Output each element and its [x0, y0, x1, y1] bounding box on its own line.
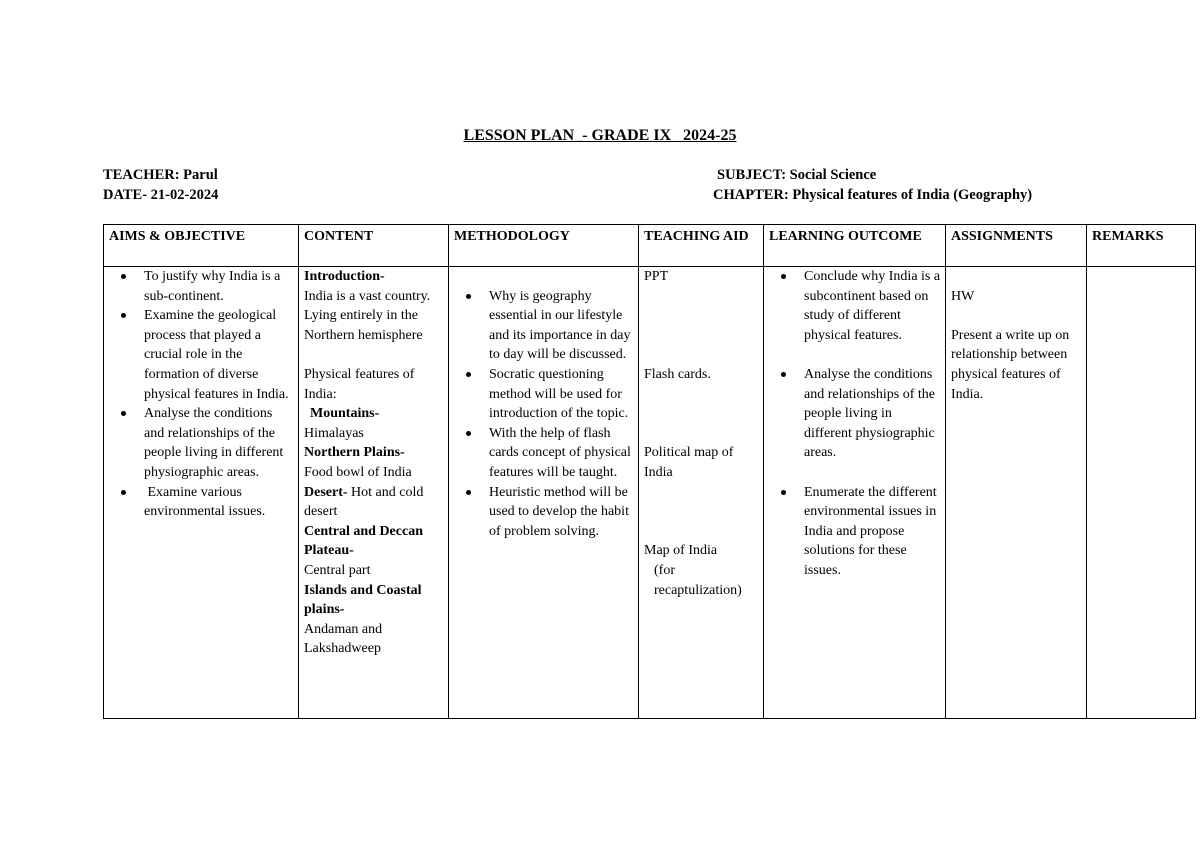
list-item: Enumerate the different environmental issues in India and propose solutions for these issues.	[804, 483, 942, 581]
intro-text: India is a vast country. Lying entirely in the Northern hemisphere	[304, 288, 431, 343]
aid-item: Flash cards.	[644, 366, 711, 382]
content-item-name: Central and Deccan Plateau-	[304, 523, 423, 559]
column-header-aims: AIMS & OBJECTIVE	[104, 225, 299, 267]
list-item: Examine various environmental issues.	[144, 483, 295, 522]
aid-item-note: (for recaptulization)	[654, 562, 742, 598]
list-item: Conclude why India is a subcontinent based on study of different physical features.	[804, 267, 942, 345]
aims-cell	[104, 267, 299, 719]
column-header-assignments: ASSIGNMENTS	[946, 225, 1087, 267]
remarks-cell	[1087, 267, 1196, 719]
aid-item: Map of India	[644, 543, 718, 559]
lesson-plan-table	[103, 224, 1196, 719]
list-item: Examine the geological process that played a crucial role in the formation of diverse physical features in India.	[144, 306, 295, 404]
content-cell	[299, 267, 449, 719]
learning-outcome-cell	[764, 267, 946, 719]
content-item-name: Northern Plains-	[304, 445, 405, 461]
table-row	[104, 267, 1196, 719]
list-item: Analyse the conditions and relationships of the people living in different physiographic areas.	[804, 365, 942, 463]
content-item-desc: Andaman and Lakshadweep	[304, 621, 383, 657]
content-item-name: Mountains-	[310, 406, 380, 422]
column-header-methodology: METHODOLOGY	[449, 225, 639, 267]
list-item: To justify why India is a sub-continent.	[144, 267, 295, 306]
column-header-remarks: REMARKS	[1087, 225, 1196, 267]
list-item: With the help of flash cards concept of physical features will be taught.	[489, 424, 635, 483]
date-field: DATE- 21-02-2024	[103, 187, 219, 203]
content-item	[304, 483, 445, 522]
column-header-content: CONTENT	[299, 225, 449, 267]
content-item-desc: Hot and cold desert	[304, 484, 427, 520]
content-item	[304, 443, 445, 463]
intro-heading: Introduction-	[304, 269, 385, 284]
page-title: LESSON PLAN_- GRADE IX 2024-25	[463, 127, 737, 144]
list-item: Socratic questioning method will be used for introduction of the topic.	[489, 365, 635, 424]
list-item: Why is geography essential in our lifestyle and its importance in day to day will be discussed.	[489, 287, 635, 365]
aid-item: Political map of India	[644, 445, 734, 480]
subject-field: SUBJECT: Social Science	[717, 167, 877, 183]
content-item-name: Islands and Coastal plains-	[304, 582, 422, 618]
learning-outcome-list	[769, 267, 942, 581]
teaching-aid-cell	[639, 267, 764, 719]
assignment-type: HW	[951, 288, 975, 304]
content-item-desc: Himalayas	[304, 425, 364, 441]
methodology-list	[454, 287, 635, 542]
assignment-text: Present a write up on relationship between physical features of India.	[951, 327, 1070, 402]
assignments-cell	[946, 267, 1087, 719]
aid-item: PPT	[644, 269, 669, 284]
content-item-desc: Food bowl of India	[304, 464, 412, 480]
column-header-teaching-aid: TEACHING AID	[639, 225, 764, 267]
column-header-learning-outcome: LEARNING OUTCOME	[764, 225, 946, 267]
list-item: Heuristic method will be used to develop the habit of problem solving.	[489, 483, 635, 542]
teacher-field: TEACHER: Parul	[103, 167, 218, 183]
header-row	[104, 225, 1196, 267]
content-item-desc: Central part	[304, 562, 371, 578]
aims-list	[109, 267, 295, 522]
methodology-cell	[449, 267, 639, 719]
chapter-field: CHAPTER: Physical features of India (Geography)	[713, 187, 1033, 203]
content-item	[304, 522, 445, 561]
features-heading: Physical features of India:	[304, 366, 415, 402]
content-item	[304, 404, 445, 424]
content-item	[304, 581, 445, 620]
content-item-name: Desert-	[304, 484, 348, 500]
list-item: Analyse the conditions and relationships of the people living in different physiographic areas.	[144, 404, 295, 482]
